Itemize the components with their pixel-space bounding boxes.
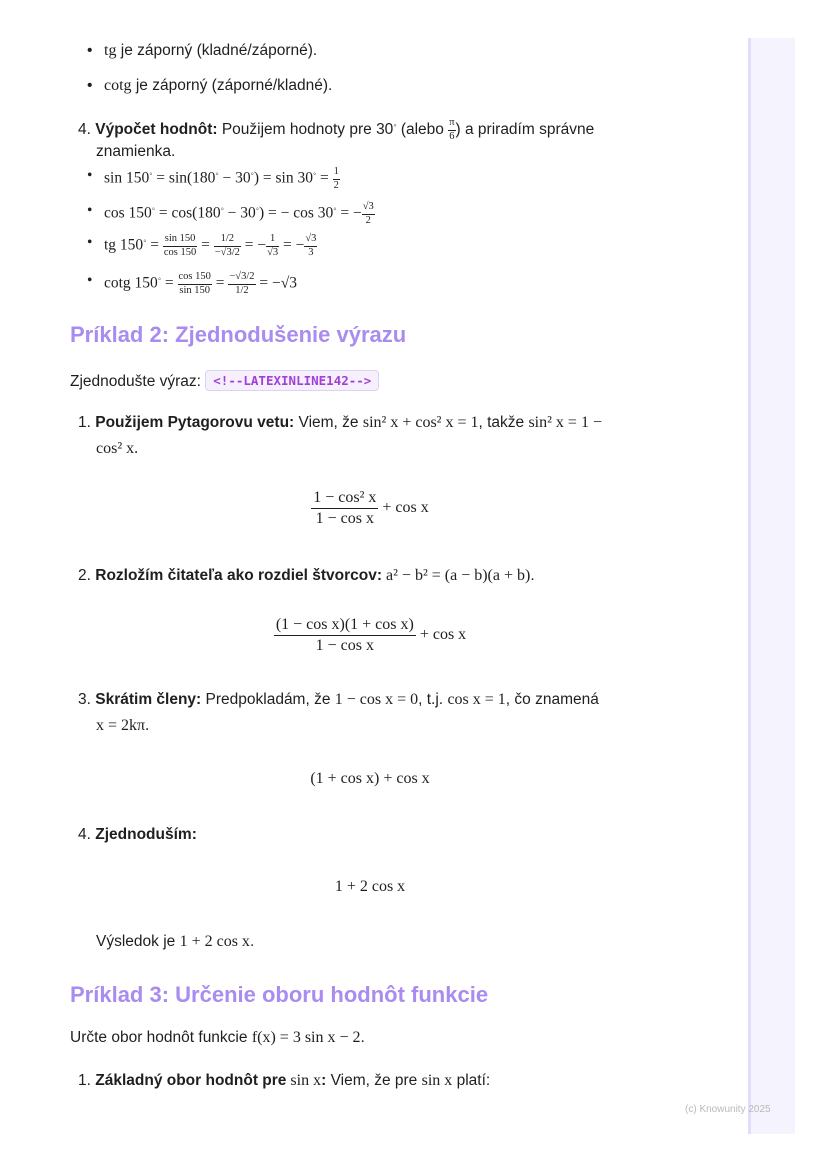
ex2-step-4: 4. Zjednoduším: (78, 826, 197, 843)
side-panel (748, 38, 795, 1134)
pi-over-6: $\frac{\pi}{6}$ (449, 117, 455, 142)
equation-1: $\frac{\text{1 − cos² x}}{\text{1 − cos x}}$ + cos x (313, 489, 429, 527)
ex3-step-1: 1. Základný obor hodnôt pre sin x: Viem, že pre sin x platí: (78, 1072, 491, 1089)
ex2-step-1: 1. Použijem Pytagorovu vetu: Viem, že sin² x + cos² x = 1, takže sin² x = 1 − (78, 414, 602, 431)
example-2-prompt: Zjednodušte výraz: <!--LATEXINLINE142--> (70, 370, 379, 391)
cos-150-calc: • cos 150◦ = cos(180◦ − 30◦) = − cos 30◦ = − $\frac{√3}{2}$ (104, 202, 375, 226)
ex2-step-3: 3. Skrátim členy: Predpokladám, že 1 − cos x = 0, t.j. cos x = 1, čo znamená (78, 691, 599, 708)
ex2-step-3-continuation: x = 2kπ. (96, 717, 150, 734)
list-item: • tg je záporný (kladné/záporné). (104, 42, 317, 60)
example-3-heading: Príklad 3: Určenie oboru hodnôt funkcie (70, 982, 489, 1007)
equation-2: $\frac{\text{(1 − cos x)(1 + cos x)}}{\text{1 − cos x}}$ + cos x (275, 616, 467, 654)
cotg-150-calc: • cotg 150◦ = $\frac{\cos 150}{\sin 150}$ = $\frac{-√3/2}{1/2}$ = −√3 (104, 272, 297, 296)
step-4-continuation: znamienka. (96, 143, 176, 160)
latex-placeholder: <!--LATEXINLINE142--> (205, 370, 379, 391)
ex2-step-2: 2. Rozložím čitateľa ako rozdiel štvorcov: a² − b² = (a − b)(a + b). (78, 567, 535, 584)
list-item: • cotg je záporný (záporné/kladné). (104, 77, 332, 95)
equation-4: 1 + 2 cos x (334, 878, 406, 895)
tg-150-calc: • tg 150◦ = $\frac{\sin 150}{\cos 150}$ = $\frac{1/2}{-√3/2}$ = − $\frac{1}{√3}$ = − $\frac{√3}{3}$ (104, 234, 317, 258)
sin-150-calc: • sin 150◦ = sin(180◦ − 30◦) = sin 30◦ = $\frac{1}{2}$ (104, 167, 340, 191)
example-2-heading: Príklad 2: Zjednodušenie výrazu (70, 322, 407, 347)
ex2-step-1-continuation: cos² x. (96, 440, 139, 457)
example-3-prompt: Určte obor hodnôt funkcie f(x) = 3 sin x − 2. (70, 1029, 365, 1046)
equation-3: (1 + cos x) + cos x (310, 770, 430, 787)
ex2-result: Výsledok je 1 + 2 cos x. (96, 933, 255, 950)
step-4: 4. Výpočet hodnôt: Použijem hodnoty pre 30◦ (alebo $\frac{\pi}{6}$ ) a priradím správne (78, 117, 595, 142)
copyright-footer: (c) Knowunity 2025 (685, 1104, 771, 1115)
